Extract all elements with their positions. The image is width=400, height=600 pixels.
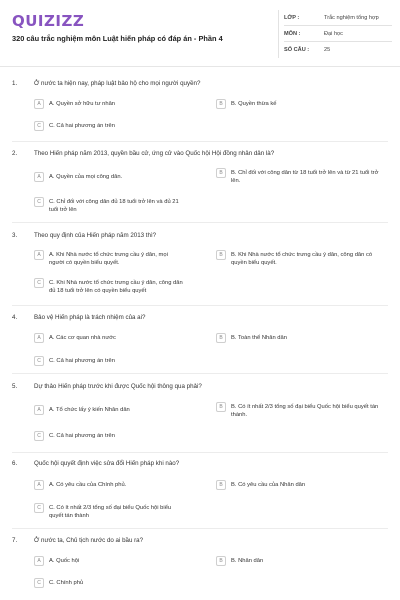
question-text: Quốc hội quyết định việc sửa đổi Hiến pháp khi nào?	[34, 460, 180, 467]
option-letter-box: A	[34, 99, 44, 109]
option-text: B. Toàn thể Nhân dân	[231, 335, 287, 341]
question-number: 2.	[12, 150, 18, 157]
question-text: Ở nước ta, Chủ tịch nước do ai bầu ra?	[34, 537, 144, 544]
option-text: B. Có yêu cầu của Nhân dân	[231, 482, 306, 488]
option-text: B. Khi Nhà nước tổ chức trưng cầu ý dân, công dân có quyền biểu quyết.	[231, 252, 373, 266]
meta-key: MÔN :	[284, 30, 301, 37]
meta-key: LỚP :	[284, 14, 300, 21]
meta-value: Đại học	[324, 30, 343, 37]
option-b[interactable]	[216, 480, 381, 490]
option-letter-box: A	[34, 480, 44, 490]
option-letter-box: A	[34, 333, 44, 343]
meta-table	[284, 10, 392, 58]
option-text: B. Quyền thừa kế	[231, 101, 277, 107]
option-c[interactable]	[34, 356, 184, 366]
page-header	[0, 0, 400, 66]
option-c[interactable]	[34, 578, 184, 588]
option-c[interactable]	[34, 503, 184, 520]
option-text: A. Tổ chức lấy ý kiến Nhân dân	[49, 407, 130, 413]
option-text: A. Quyền sở hữu tư nhân	[49, 101, 116, 107]
question-divider	[12, 373, 388, 374]
option-text: C. Cả hai phương án trên	[49, 358, 116, 364]
option-text: C. Cả hai phương án trên	[49, 123, 116, 129]
option-text: B. Nhân dân	[231, 558, 264, 564]
option-letter-box: A	[34, 556, 44, 566]
meta-value: Trắc nghiệm tổng hợp	[324, 14, 379, 21]
question-divider	[12, 305, 388, 306]
question-number: 3.	[12, 232, 18, 239]
question-text: Theo Hiến pháp năm 2013, quyền bầu cử, ứng cử vào Quốc hội Hội đồng nhân dân là?	[34, 150, 275, 157]
option-text: A. Các cơ quan nhà nước	[49, 335, 116, 341]
quizizz-logo: QUIZIZZ	[12, 12, 85, 30]
header-divider	[0, 66, 400, 67]
option-letter-box: C	[34, 503, 44, 513]
question-text: Ở nước ta hiện nay, pháp luật bảo hộ cho mọi người quyền?	[34, 80, 201, 87]
question-divider	[12, 452, 388, 453]
option-letter-box: B	[216, 250, 226, 260]
option-letter-box: B	[216, 99, 226, 109]
option-letter-box: A	[34, 172, 44, 182]
option-a[interactable]	[34, 405, 184, 415]
option-a[interactable]	[34, 480, 184, 490]
option-letter-box: C	[34, 121, 44, 131]
question-number: 1.	[12, 80, 18, 87]
meta-row-count	[284, 42, 392, 58]
meta-row-subject	[284, 26, 392, 42]
option-text: A. Quyền của mọi công dân.	[49, 174, 123, 180]
option-c[interactable]	[34, 197, 184, 214]
option-a[interactable]	[34, 556, 184, 566]
option-a[interactable]	[34, 250, 184, 267]
option-b[interactable]	[216, 556, 381, 566]
option-b[interactable]	[216, 168, 381, 185]
option-letter-box: B	[216, 168, 226, 178]
option-c[interactable]	[34, 431, 184, 441]
option-c[interactable]	[34, 121, 184, 131]
option-text: C. Cả hai phương án trên	[49, 433, 116, 439]
meta-key: SỐ CÂU :	[284, 47, 310, 53]
question-divider	[12, 222, 388, 223]
option-b[interactable]	[216, 333, 381, 343]
option-letter-box: A	[34, 250, 44, 260]
question-text: Dự thảo Hiến pháp trước khi được Quốc hội thông qua phải?	[34, 383, 202, 390]
option-letter-box: A	[34, 405, 44, 415]
option-text: B. Có ít nhất 2/3 tổng số đại biểu Quốc hội biểu quyết tán thành.	[231, 404, 379, 418]
question-text: Bảo vệ Hiến pháp là trách nhiệm của ai?	[34, 314, 146, 321]
option-letter-box: B	[216, 480, 226, 490]
option-letter-box: B	[216, 402, 226, 412]
question-number: 7.	[12, 537, 18, 544]
option-letter-box: C	[34, 578, 44, 588]
meta-divider	[278, 10, 279, 58]
option-text: C. Chỉ đối với công dân đủ 18 tuổi trở lên và đủ 21 tuổi trở lên	[49, 199, 179, 213]
question-divider	[12, 528, 388, 529]
option-a[interactable]	[34, 172, 184, 182]
option-a[interactable]	[34, 99, 184, 109]
meta-value: 25	[324, 47, 331, 53]
option-text: A. Khi Nhà nước tổ chức trưng cầu ý dân, mọi người có quyền biểu quyết.	[49, 252, 168, 266]
question-number: 4.	[12, 314, 18, 321]
option-letter-box: C	[34, 197, 44, 207]
option-letter-box: B	[216, 556, 226, 566]
option-c[interactable]	[34, 278, 184, 295]
meta-row-class	[284, 10, 392, 26]
option-text: C. Có ít nhất 2/3 tổng số đại biểu Quốc hội biểu quyết tán thành	[49, 505, 172, 519]
document-title: 320 câu trắc nghiệm môn Luật hiến pháp có đáp án - Phần 4	[12, 34, 223, 43]
question-number: 6.	[12, 460, 18, 467]
option-letter-box: C	[34, 431, 44, 441]
option-b[interactable]	[216, 402, 381, 419]
option-letter-box: C	[34, 356, 44, 366]
option-a[interactable]	[34, 333, 184, 343]
option-text: C. Khi Nhà nước tổ chức trưng cầu ý dân, công dân đủ 18 tuổi trở lên có quyền biểu quyết	[49, 280, 183, 294]
option-text: A. Có yêu cầu của Chính phủ.	[49, 482, 127, 488]
option-text: A. Quốc hội	[49, 558, 80, 564]
option-text: C. Chính phủ	[49, 580, 84, 586]
option-letter-box: B	[216, 333, 226, 343]
question-number: 5.	[12, 383, 18, 390]
option-b[interactable]	[216, 250, 381, 267]
option-b[interactable]	[216, 99, 381, 109]
question-divider	[12, 141, 388, 142]
option-letter-box: C	[34, 278, 44, 288]
option-text: B. Chỉ đối với công dân từ 18 tuổi trở lên và từ 21 tuổi trở lên.	[231, 170, 379, 184]
question-text: Theo quy định của Hiến pháp năm 2013 thì?	[34, 232, 157, 239]
